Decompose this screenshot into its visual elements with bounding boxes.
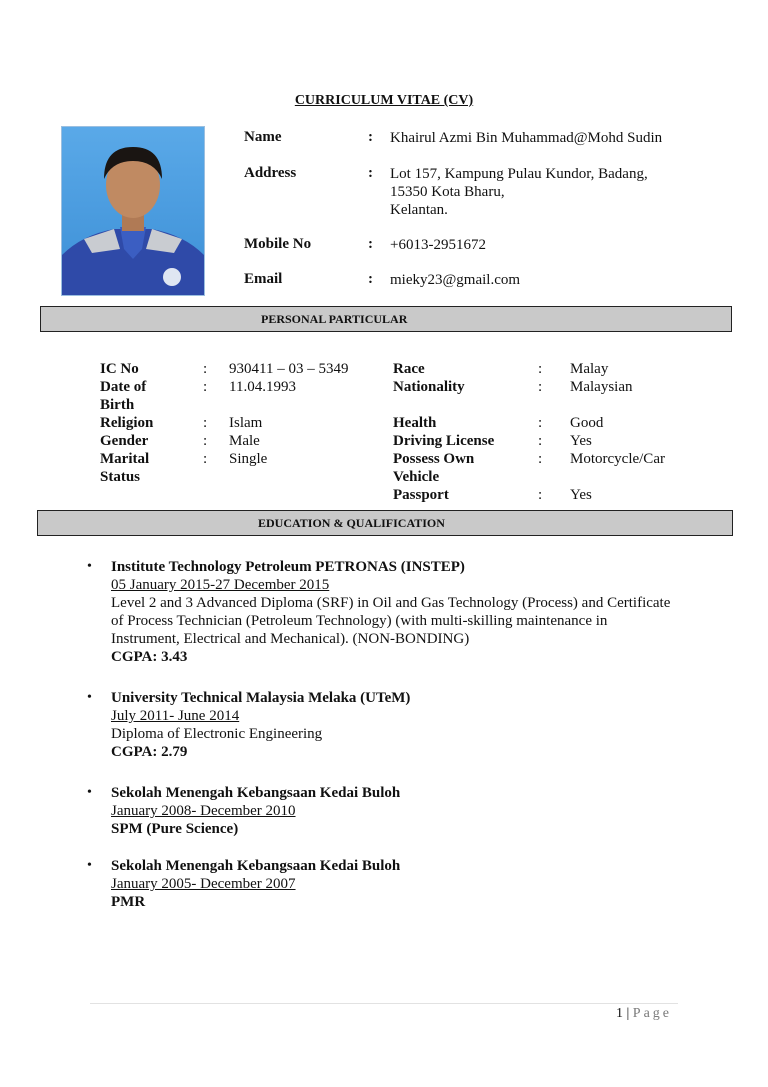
race-label: Race [393, 361, 425, 377]
bullet-icon: • [87, 858, 92, 873]
section-title: EDUCATION & QUALIFICATION [258, 516, 445, 530]
study-period: 05 January 2015-27 December 2015 [111, 577, 330, 593]
mobile-value: +6013-2951672 [390, 237, 486, 253]
email-label: Email [244, 271, 283, 287]
result: SPM (Pure Science) [111, 821, 239, 837]
address-line-2: 15350 Kota Bharu, [390, 184, 505, 200]
nationality-label: Nationality [393, 379, 465, 395]
colon: : [368, 165, 373, 181]
qualification: Diploma of Electronic Engineering [111, 726, 323, 742]
portrait-illustration [62, 127, 204, 295]
bullet-icon: • [87, 559, 92, 574]
colon: : [203, 379, 208, 395]
colon: : [538, 415, 543, 431]
education-item [87, 558, 671, 666]
address-line-1: Lot 157, Kampung Pulau Kundor, Badang, [390, 166, 648, 182]
result: CGPA: 2.79 [111, 744, 188, 760]
dob-label: Date of Birth [100, 379, 147, 413]
section-header-education [37, 510, 733, 536]
education-item [87, 784, 671, 838]
vehicle-value: Motorcycle/Car [570, 451, 665, 467]
ic-value: 930411 – 03 – 5349 [229, 361, 349, 377]
result: CGPA: 3.43 [111, 649, 188, 665]
school-name: Sekolah Menengah Kebangsaan Kedai Buloh [111, 858, 401, 874]
school-name: Sekolah Menengah Kebangsaan Kedai Buloh [111, 785, 401, 801]
marital-status-label: Marital Status [100, 451, 150, 485]
health-value: Good [570, 415, 604, 431]
gender-value: Male [229, 433, 260, 449]
colon: : [368, 236, 373, 252]
footer-separator: | [626, 1006, 630, 1021]
profile-photo [61, 126, 205, 296]
ic-label: IC No [100, 361, 139, 377]
address-line-3: Kelantan. [390, 202, 448, 218]
study-period: January 2008- December 2010 [111, 803, 296, 819]
bullet-icon: • [87, 785, 92, 800]
health-label: Health [393, 415, 437, 431]
colon: : [538, 433, 543, 449]
passport-value: Yes [570, 487, 592, 503]
study-period: January 2005- December 2007 [111, 876, 296, 892]
colon: : [203, 451, 208, 467]
address-label: Address [244, 165, 297, 181]
education-item [87, 689, 671, 761]
bullet-icon: • [87, 690, 92, 705]
school-name: University Technical Malaysia Melaka (UTeM) [111, 690, 411, 706]
colon: : [203, 433, 208, 449]
colon: : [368, 129, 373, 145]
colon: : [538, 361, 543, 377]
name-label: Name [244, 129, 282, 145]
race-value: Malay [570, 361, 609, 377]
qualification: Level 2 and 3 Advanced Diploma (SRF) in Oil and Gas Technology (Process) and Certificate of Process Technician (Petroleum Technology) (with multi-skilling maintenance in Instrument, Electrical and Mechanical). (NON-BONDING) [111, 595, 671, 647]
section-title: PERSONAL PARTICULAR [261, 312, 408, 326]
driving-license-value: Yes [570, 433, 592, 449]
gender-label: Gender [100, 433, 149, 449]
colon: : [203, 415, 208, 431]
colon: : [368, 271, 373, 287]
email-value: mieky23@gmail.com [390, 272, 521, 288]
result: PMR [111, 894, 146, 910]
driving-license-label: Driving License [393, 433, 495, 449]
study-period: July 2011- June 2014 [111, 708, 240, 724]
colon: : [538, 487, 543, 503]
nationality-value: Malaysian [570, 379, 633, 395]
religion-value: Islam [229, 415, 263, 431]
mobile-label: Mobile No [244, 236, 312, 252]
page-word: Page [632, 1006, 672, 1021]
colon: : [538, 451, 543, 467]
religion-label: Religion [100, 415, 154, 431]
name-value: Khairul Azmi Bin Muhammad@Mohd Sudin [390, 130, 663, 146]
section-header-personal [40, 306, 732, 332]
dob-value: 11.04.1993 [229, 379, 296, 395]
marital-status-value: Single [229, 451, 268, 467]
colon: : [538, 379, 543, 395]
passport-label: Passport [393, 487, 449, 503]
school-name: Institute Technology Petroleum PETRONAS (INSTEP) [111, 559, 465, 575]
document-title: CURRICULUM VITAE (CV) [294, 93, 474, 108]
page-footer [616, 1006, 672, 1022]
page-number: 1 [615, 1006, 623, 1021]
colon: : [203, 361, 208, 377]
education-item [87, 857, 671, 911]
vehicle-label: Possess Own Vehicle [393, 451, 475, 485]
footer-divider [90, 1003, 678, 1004]
